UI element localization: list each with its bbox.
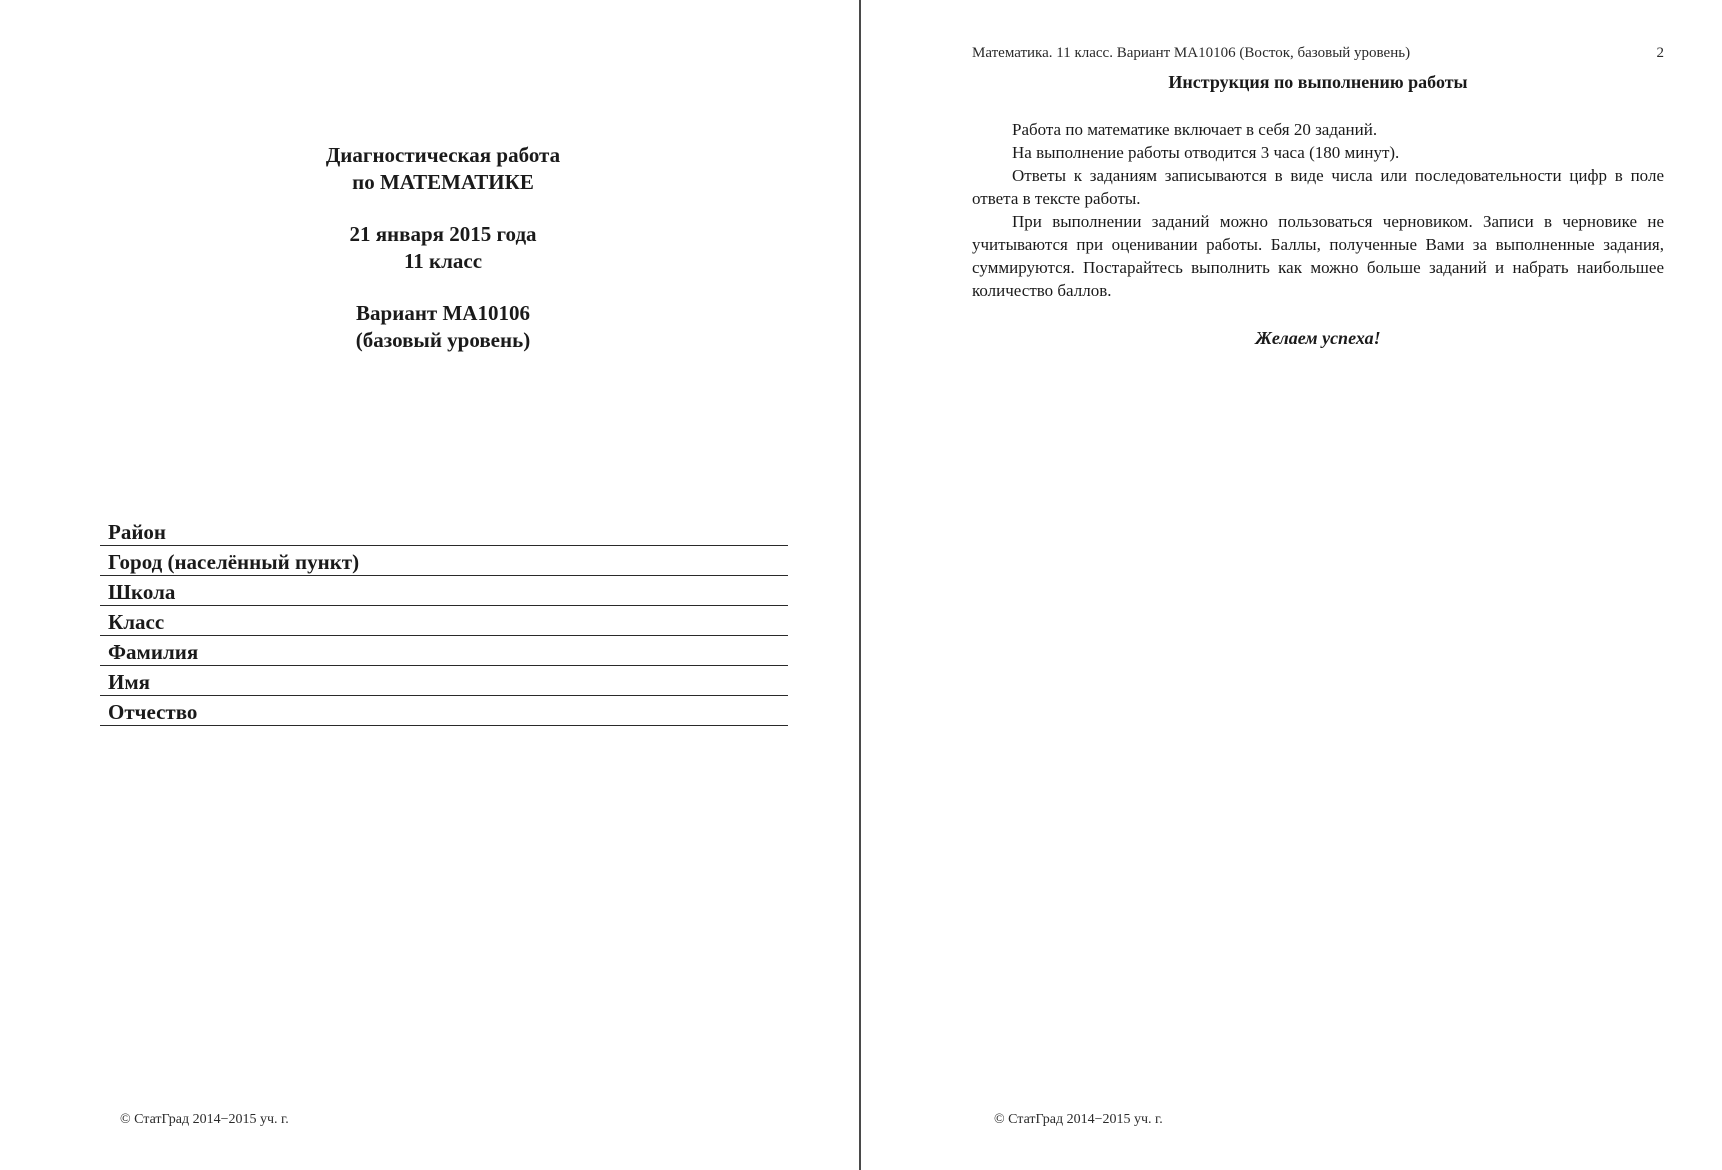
instruction-paragraph: Ответы к заданиям записываются в виде числа или последовательности цифр в поле ответа в тексте работы.: [972, 166, 1664, 208]
instructions-page: [862, 0, 1722, 1170]
work-date: 21 января 2015 года: [349, 222, 537, 246]
form-field-patronymic[interactable]: [100, 696, 788, 726]
page-number: 2: [1656, 45, 1664, 61]
instruction-paragraph: На выполнение работы отводится 3 часа (180 минут).: [1012, 143, 1400, 162]
form-field-label: Фамилия: [108, 640, 199, 664]
page-divider: [859, 0, 861, 1170]
work-grade: 11 класс: [403, 249, 483, 273]
cover-title-block: [198, 142, 688, 379]
form-field-label: Город (населённый пункт): [108, 550, 360, 574]
running-header: [972, 45, 1664, 62]
work-title-line: Диагностическая работа: [325, 143, 561, 167]
work-date-block: [198, 221, 688, 275]
form-field-surname[interactable]: [100, 636, 788, 666]
form-field-district[interactable]: [100, 516, 788, 546]
student-info-form: [100, 516, 788, 726]
work-level: (базовый уровень): [355, 328, 531, 352]
running-header-text: Математика. 11 класс. Вариант МА10106 (Восток, базовый уровень): [972, 45, 1411, 61]
form-field-school[interactable]: [100, 576, 788, 606]
form-field-label: Имя: [108, 670, 150, 694]
instruction-title: Инструкция по выполнению работы: [1168, 72, 1468, 92]
form-field-label: Отчество: [108, 700, 198, 724]
instruction-paragraph: Работа по математике включает в себя 20 заданий.: [1012, 120, 1378, 139]
form-field-label: Школа: [108, 580, 176, 604]
cover-footer-copyright: © СтатГрад 2014−2015 уч. г.: [120, 1112, 289, 1127]
form-field-label: Район: [108, 520, 167, 544]
work-title-subject: по МАТЕМАТИКЕ: [352, 170, 534, 194]
instruction-paragraph: При выполнении заданий можно пользоваться черновиком. Записи в черновике не учитываются при оценивании работы. Баллы, полученные Вами за выполненные задания, суммируются. Постарайтесь выполнить как можно больше заданий и набрать наибольшее количество баллов.: [972, 212, 1664, 300]
cover-page: [0, 0, 860, 1170]
instructions-footer-copyright: © СтатГрад 2014−2015 уч. г.: [994, 1112, 1163, 1127]
form-field-label: Класс: [108, 610, 165, 634]
form-field-class[interactable]: [100, 606, 788, 636]
work-variant-block: [198, 300, 688, 354]
instruction-body: [972, 118, 1664, 302]
work-title: [198, 142, 688, 196]
work-variant: Вариант МА10106: [356, 301, 530, 325]
form-field-city[interactable]: [100, 546, 788, 576]
closing-wish: Желаем успеха!: [1255, 328, 1381, 348]
form-field-name[interactable]: [100, 666, 788, 696]
